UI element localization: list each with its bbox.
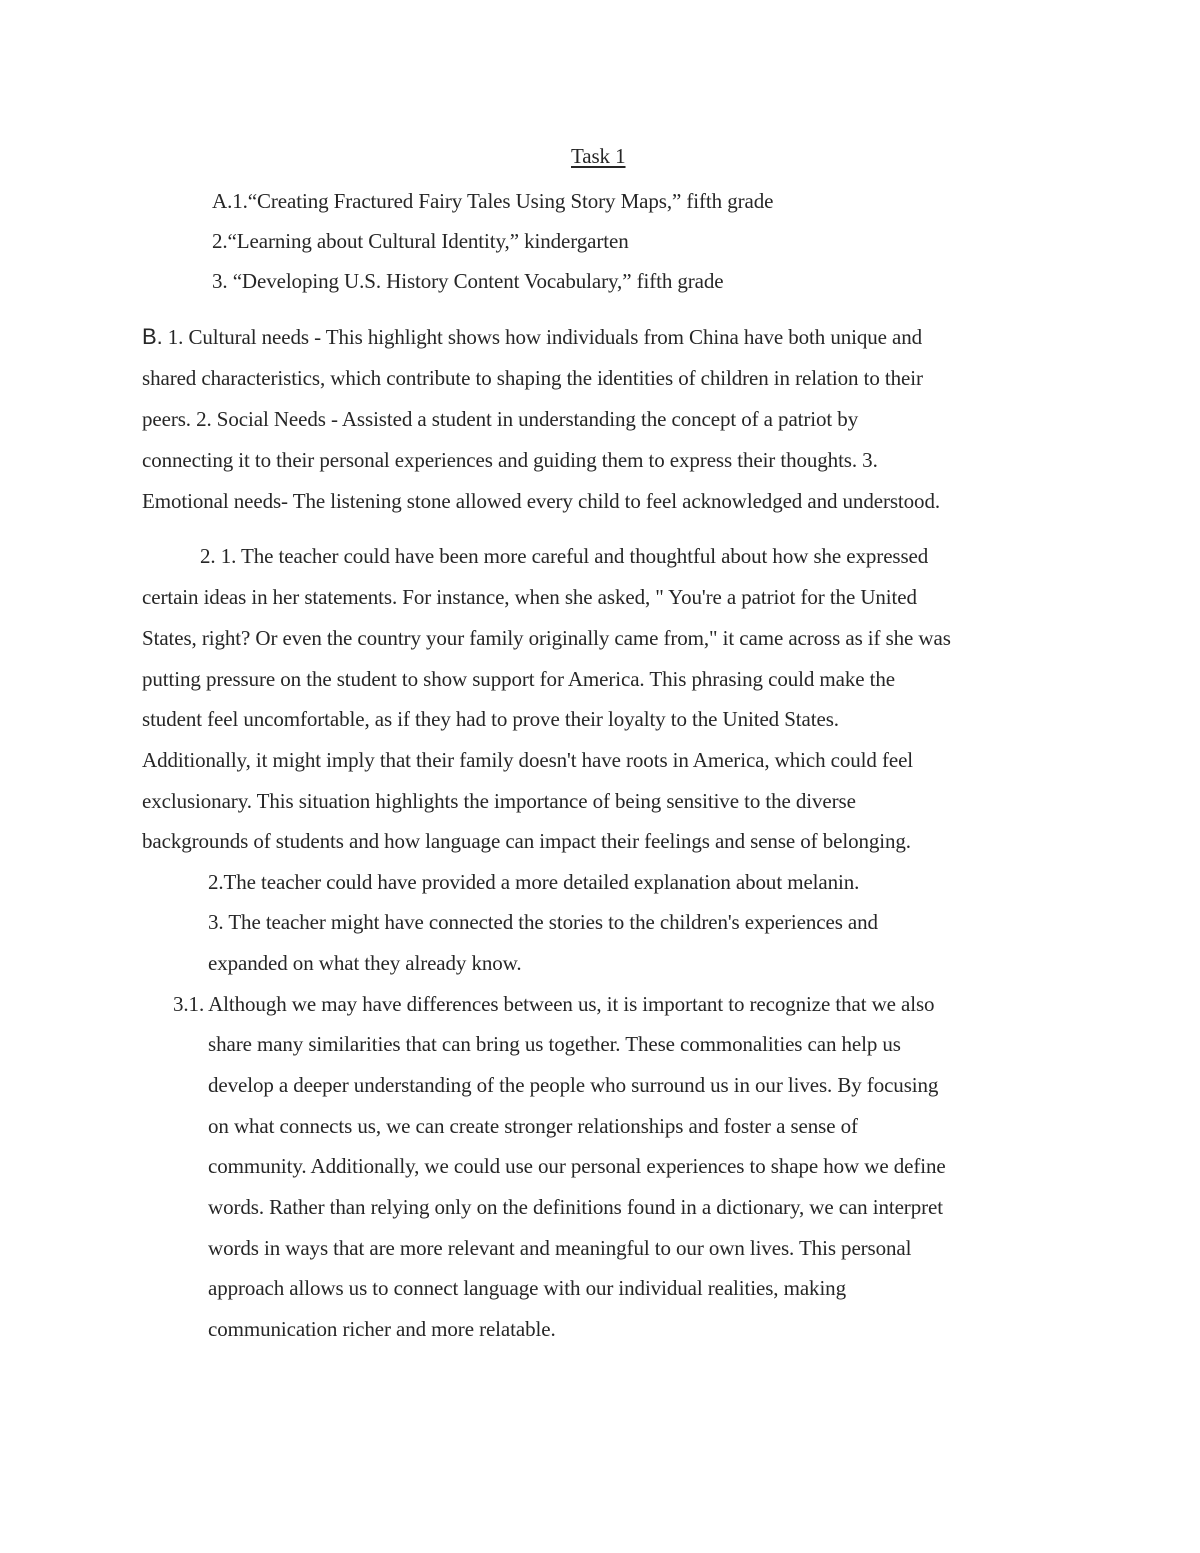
section-b-label: B. xyxy=(142,324,163,349)
section-3-line-1: 3.1. Although we may have differences between us, it is important to recognize that we also xyxy=(173,992,935,1016)
section-a-item-3: 3. “Developing U.S. History Content Vocabulary,” fifth grade xyxy=(212,269,724,293)
section-2-item-2: 2.The teacher could have provided a more detailed explanation about melanin. xyxy=(208,870,860,894)
section-b-line-4: connecting it to their personal experiences and guiding them to express their thoughts. 3. xyxy=(142,448,878,472)
page-title: Task 1 xyxy=(571,144,626,168)
section-2-line-4: putting pressure on the student to show support for America. This phrasing could make the xyxy=(142,667,895,691)
section-2-line-8: backgrounds of students and how language can impact their feelings and sense of belonging. xyxy=(142,829,911,853)
section-3-line-3: develop a deeper understanding of the people who surround us in our lives. By focusing xyxy=(208,1073,939,1097)
section-2-line-2: certain ideas in her statements. For instance, when she asked, " You're a patriot for the United xyxy=(142,585,917,609)
section-a-item-1: A.1.“Creating Fractured Fairy Tales Using Story Maps,” fifth grade xyxy=(212,189,774,213)
section-b-line-5: Emotional needs- The listening stone allowed every child to feel acknowledged and understood. xyxy=(142,489,941,513)
section-3-line-6: words. Rather than relying only on the definitions found in a dictionary, we can interpret xyxy=(208,1195,943,1219)
section-3-line-9: communication richer and more relatable. xyxy=(208,1317,556,1341)
section-2-line-5: student feel uncomfortable, as if they had to prove their loyalty to the United States. xyxy=(142,707,839,731)
section-b-line-3: peers. 2. Social Needs - Assisted a student in understanding the concept of a patriot by xyxy=(142,407,859,431)
section-3-line-2: share many similarities that can bring us together. These commonalities can help us xyxy=(208,1032,901,1056)
section-b-line-1: B. 1. Cultural needs - This highlight shows how individuals from China have both unique and xyxy=(142,324,923,349)
section-2-item-3-line-2: expanded on what they already know. xyxy=(208,951,522,975)
section-b-line-2: shared characteristics, which contribute to shaping the identities of children in relation to their xyxy=(142,366,923,390)
section-2-line-1: 2. 1. The teacher could have been more careful and thoughtful about how she expressed xyxy=(200,544,929,568)
section-a-item-2: 2.“Learning about Cultural Identity,” kindergarten xyxy=(212,229,629,253)
section-3-line-8: approach allows us to connect language with our individual realities, making xyxy=(208,1276,846,1300)
section-2-line-7: exclusionary. This situation highlights the importance of being sensitive to the diverse xyxy=(142,789,856,813)
section-2-item-3-line-1: 3. The teacher might have connected the stories to the children's experiences and xyxy=(208,910,878,934)
section-3-line-7: words in ways that are more relevant and meaningful to our own lives. This personal xyxy=(208,1236,912,1260)
section-2-line-6: Additionally, it might imply that their family doesn't have roots in America, which could feel xyxy=(142,748,914,772)
section-3-line-5: community. Additionally, we could use our personal experiences to shape how we define xyxy=(208,1154,946,1178)
section-3-line-4: on what connects us, we can create stronger relationships and foster a sense of xyxy=(208,1114,858,1138)
section-2-line-3: States, right? Or even the country your family originally came from," it came across as if she was xyxy=(142,626,951,650)
